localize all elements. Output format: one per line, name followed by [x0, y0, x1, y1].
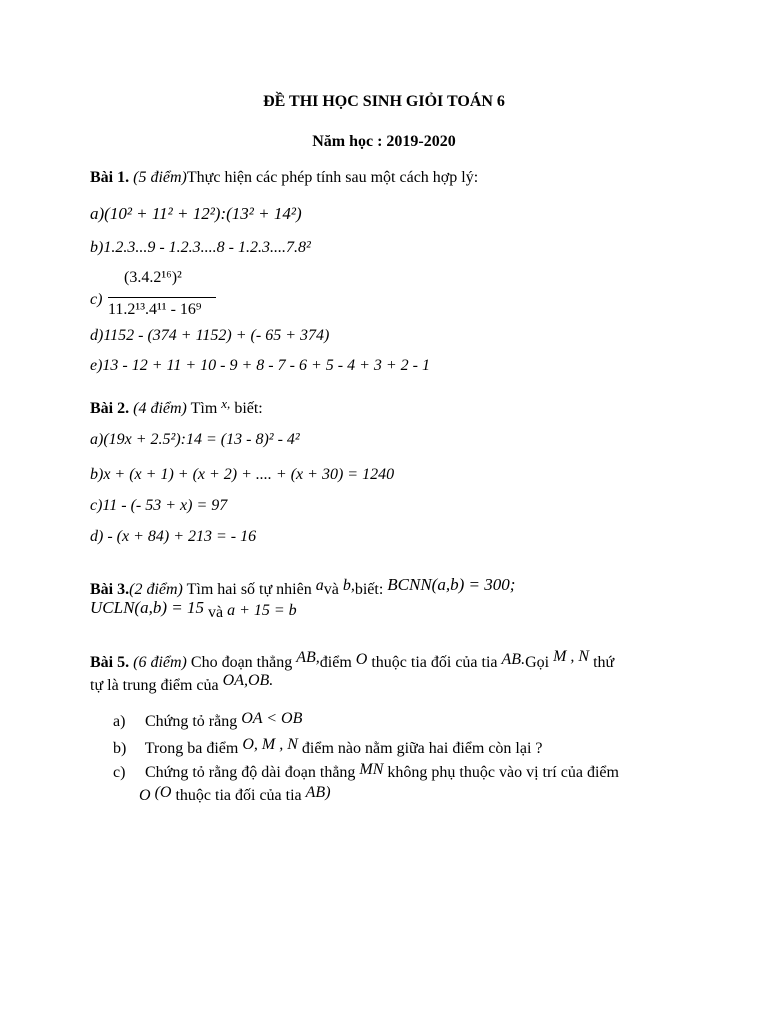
- bai5-item-a-math: OA < OB: [241, 710, 303, 727]
- bai5-item-c-line2-text: thuộc tia đối của tia: [175, 787, 302, 804]
- bai5-item-c-o: O: [139, 787, 151, 804]
- bai1-heading-line: [90, 168, 478, 188]
- bai2-heading-line: [90, 394, 263, 419]
- bai5-item-b-text: Trong ba điểm: [144, 740, 239, 757]
- bai2-item-d: d) - (x + 84) + 213 = - 16: [90, 528, 257, 545]
- bai5-item-a-label: a): [113, 713, 126, 730]
- bai5-text-4: Gọi: [525, 654, 550, 671]
- bai3-points: (2 điểm): [129, 581, 183, 598]
- bai5-item-b-label: b): [113, 740, 127, 757]
- bai1-item-b: b)1.2.3...9 - 1.2.3....8 - 1.2.3....7.8²: [90, 239, 311, 256]
- bai5-text-3: thuộc tia đối của tia: [371, 654, 498, 671]
- bai5-item-c-paren-o: (O: [154, 784, 172, 801]
- bai1-item-d: d)1152 - (374 + 1152) + (- 65 + 374): [90, 327, 330, 344]
- bai3-bcnn: BCNN(a,b) = 300;: [387, 575, 516, 594]
- bai5-text-2: điểm: [319, 654, 352, 671]
- school-year: Năm học : 2019-2020: [312, 133, 456, 150]
- bai5-item-c-label: c): [113, 764, 126, 781]
- bai3-prompt: Tìm hai số tự nhiên: [186, 581, 312, 598]
- bai5-item-a-text: Chứng tỏ rằng: [145, 713, 238, 730]
- bai1-prompt: Thực hiện các phép tính sau một cách hợp lý:: [186, 169, 479, 186]
- bai5-item-c-line2: [139, 783, 331, 806]
- bai1-item-a: a)(10² + 11² + 12²):(13² + 14²): [90, 204, 302, 223]
- bai5-item-b-rest: điểm nào nằm giữa hai điểm còn lại ?: [301, 740, 543, 757]
- bai5-oaob: OA,OB.: [222, 672, 274, 689]
- bai1-points: (5 điểm): [133, 169, 187, 186]
- bai5-line2: [90, 671, 273, 696]
- bai5-item-b-math: O, M , N: [242, 736, 298, 753]
- bai3-var-b: b,: [342, 577, 355, 594]
- bai3-heading: Bài 3.: [90, 581, 130, 598]
- bai5-item-a: [113, 709, 302, 732]
- bai3-line1: [90, 575, 515, 600]
- bai5-ab1: AB,: [296, 649, 320, 666]
- bai5-heading: Bài 5.: [90, 654, 130, 671]
- bai5-mn: M , N: [553, 648, 590, 665]
- bai3-and1: và: [323, 581, 339, 598]
- bai3-ucln: UCLN(a,b) = 15: [90, 598, 204, 617]
- bai2-heading: Bài 2.: [90, 400, 130, 417]
- bai5-ab2: AB.: [501, 651, 526, 668]
- bai5-points: (6 điểm): [133, 654, 187, 671]
- bai2-prompt-post: biết:: [234, 400, 263, 417]
- bai5-item-c-rest: không phụ thuộc vào vị trí của điểm: [387, 764, 619, 781]
- page-title: ĐỀ THI HỌC SINH GIỎI TOÁN 6: [263, 93, 505, 110]
- bai1-item-e: e)13 - 12 + 11 + 10 - 9 + 8 - 7 - 6 + 5 - 4 + 3 + 2 - 1: [90, 357, 430, 374]
- bai5-item-c: [113, 760, 619, 783]
- bai1-item-c-numerator: (3.4.2¹⁶)²: [124, 269, 182, 286]
- bai3-var-a: a: [315, 577, 324, 594]
- bai1-item-c-denominator: 11.2¹³.4¹¹ - 16⁹: [108, 301, 202, 318]
- bai3-line2: [90, 598, 297, 623]
- bai5-text-6: tự là trung điểm của: [90, 677, 219, 694]
- bai2-points: (4 điểm): [133, 400, 187, 417]
- bai2-prompt-pre: Tìm: [190, 400, 218, 417]
- bai5-item-c-text: Chứng tỏ rằng độ dài đoạn thẳng: [145, 764, 356, 781]
- bai1-heading: Bài 1.: [90, 169, 130, 186]
- bai2-var: x,: [221, 396, 231, 411]
- bai5-text-1: Cho đoạn thẳng: [190, 654, 293, 671]
- bai2-item-c: c)11 - (- 53 + x) = 97: [90, 497, 228, 514]
- bai5-item-b: [113, 735, 543, 759]
- bai3-equation: a + 15 = b: [227, 602, 297, 619]
- bai5-text-5: thứ: [593, 654, 615, 671]
- bai1-item-c-label: c): [90, 291, 103, 308]
- bai2-item-b: b)x + (x + 1) + (x + 2) + .... + (x + 30) = 1240: [90, 466, 395, 483]
- bai3-and2: và: [207, 604, 224, 621]
- bai3-know: biết:: [354, 581, 384, 598]
- bai5-item-c-ab: AB): [305, 784, 331, 801]
- bai5-o: O: [355, 651, 368, 668]
- bai5-line1: [90, 647, 614, 673]
- bai2-item-a: a)(19x + 2.5²):14 = (13 - 8)² - 4²: [90, 431, 300, 448]
- bai5-item-c-math: MN: [359, 761, 384, 778]
